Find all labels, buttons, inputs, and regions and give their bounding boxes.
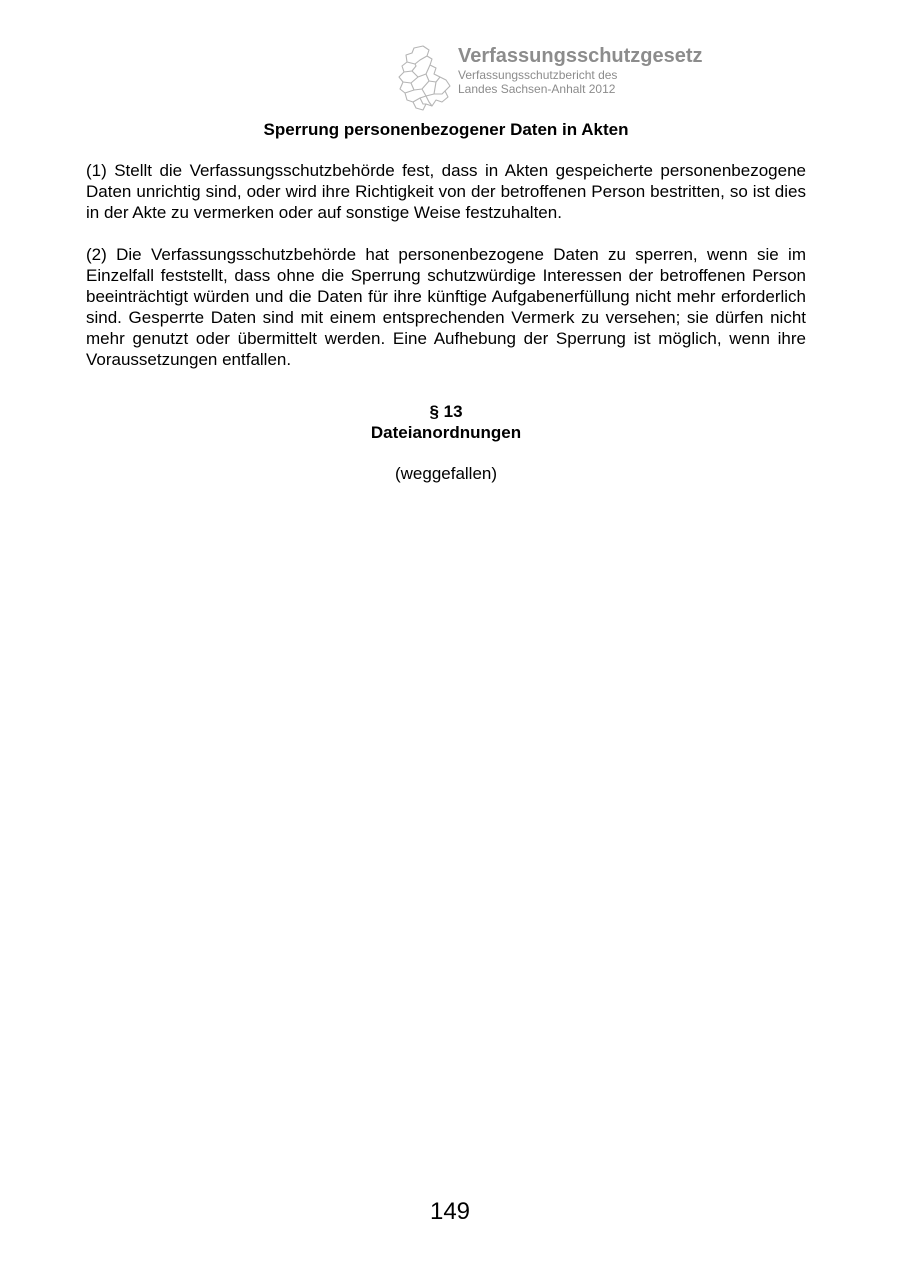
paragraph-2: (2) Die Verfassungsschutzbehörde hat personenbezogene Daten zu sperren, wenn sie im Einzelfall feststellt, dass ohne die Sperrung schutzwürdige Interessen der betroffenen Person beeinträchtigt würden und die Daten für ihre künftige Aufgabenerfüllung nicht mehr erforderlich sind. Gesperrte Daten sind mit einem entsprechenden Vermerk zu versehen; sie dürfen nicht mehr genutzt oder übermittelt werden. Eine Aufhebung der Sperrung ist möglich, wenn ihre Voraussetzungen entfallen. [86, 245, 806, 369]
sachsen-anhalt-map-icon [396, 44, 454, 114]
section-name: Dateianordnungen [370, 423, 522, 442]
document-body [86, 120, 806, 484]
header-title: Verfassungsschutzgesetz [458, 45, 703, 67]
section-heading: Sperrung personenbezogener Daten in Akten [263, 120, 629, 139]
section-status: (weggefallen) [394, 464, 498, 483]
page-number: 149 [429, 1198, 471, 1225]
header-subtitle-line1: Verfassungsschutzbericht des [458, 68, 618, 82]
section-number: § 13 [429, 402, 463, 421]
paragraph-1: (1) Stellt die Verfassungsschutzbehörde fest, dass in Akten gespeicherte personenbezogene Daten unrichtig sind, oder wird ihre Richtigkeit von der betroffenen Person bestritten, so ist dies in der Akte zu vermerken oder auf sonstige Weise festzuhalten. [86, 161, 806, 222]
header-subtitle-line2: Landes Sachsen-Anhalt 2012 [458, 82, 616, 96]
document-header [396, 44, 736, 116]
